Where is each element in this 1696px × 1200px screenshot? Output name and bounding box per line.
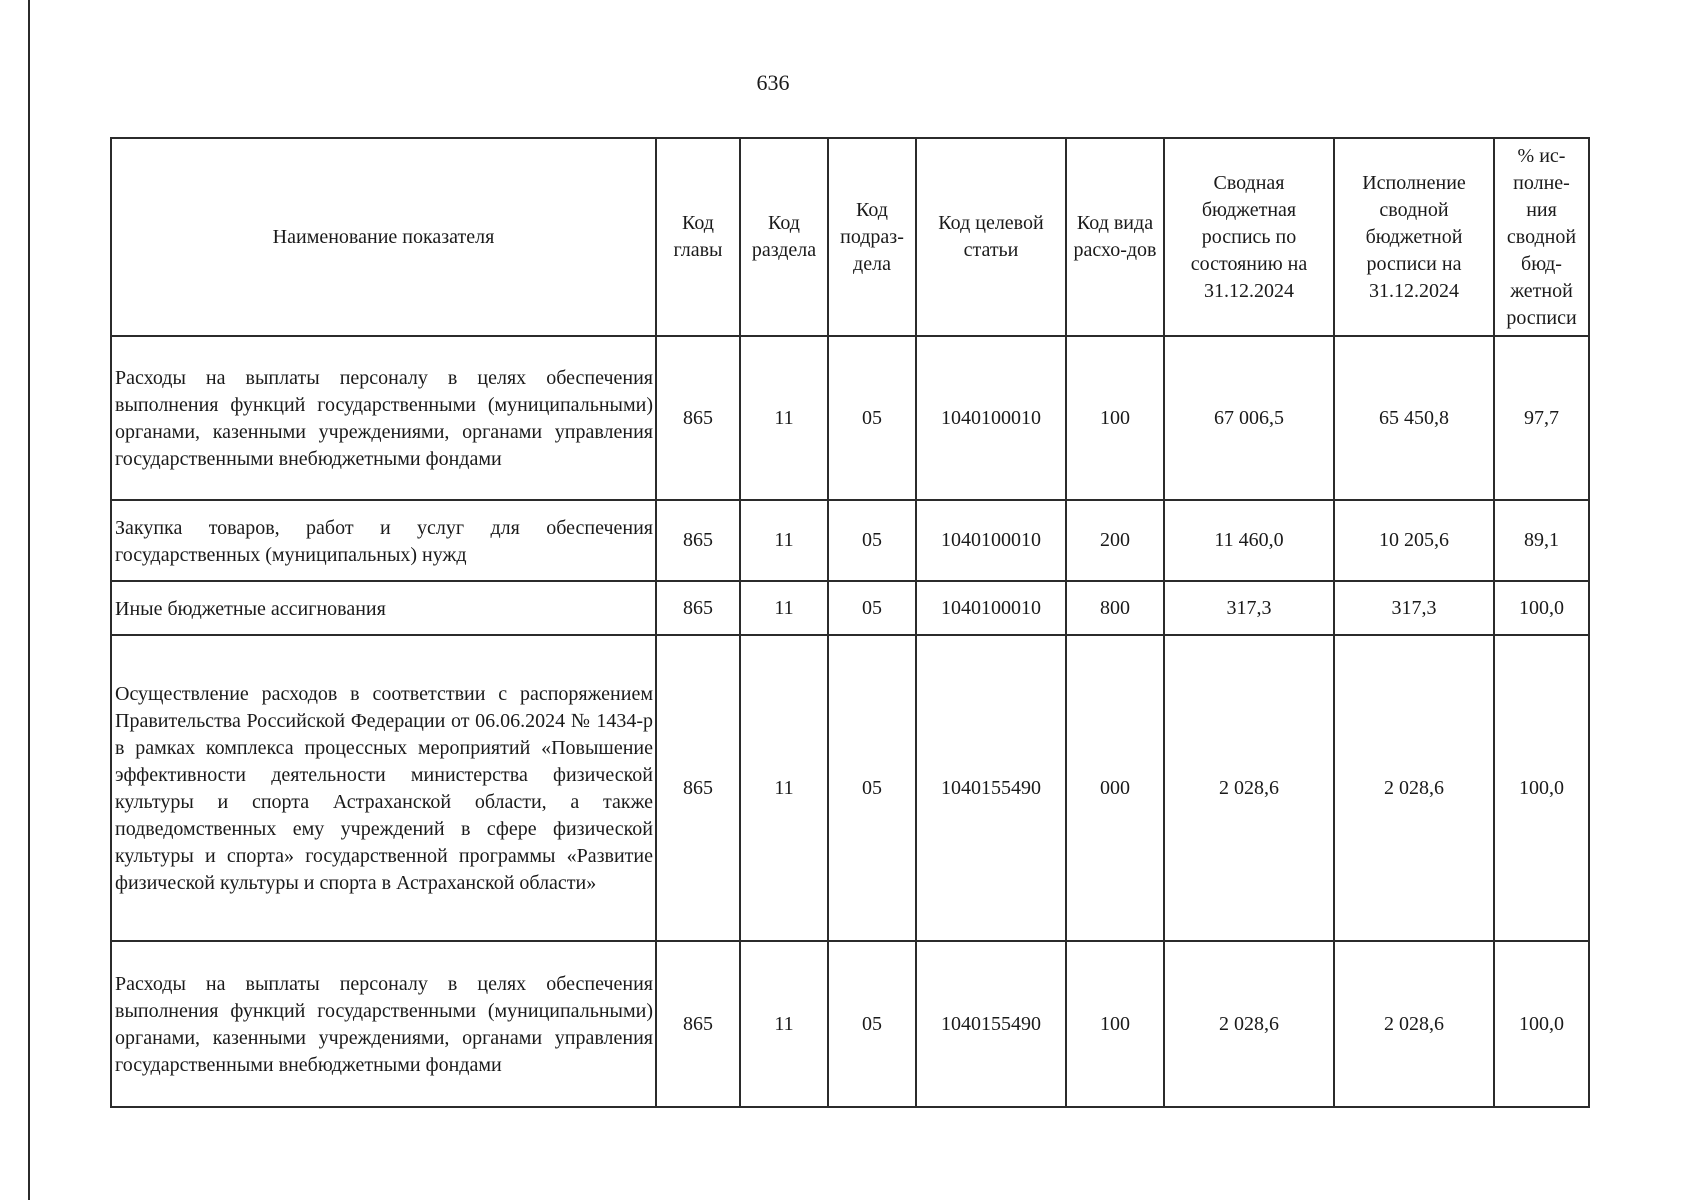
- row-chapter: 865: [656, 500, 740, 581]
- row-name: Расходы на выплаты персоналу в целях обеспечения выполнения функций государственными (муниципальными) органами, казенными учреждениями, органами управления государственными внебюджетными фондами: [111, 941, 656, 1107]
- row-execution: 2 028,6: [1334, 635, 1494, 941]
- row-name: Закупка товаров, работ и услуг для обеспечения государственных (муниципальных) нужд: [111, 500, 656, 581]
- row-chapter: 865: [656, 336, 740, 500]
- row-section: 11: [740, 635, 828, 941]
- table-row: [111, 635, 1589, 941]
- header-section-code: Код раздела: [740, 138, 828, 336]
- budget-table: [110, 137, 1590, 1108]
- header-expense-type-code: Код вида расхо-дов: [1066, 138, 1164, 336]
- table-row: [111, 500, 1589, 581]
- row-chapter: 865: [656, 941, 740, 1107]
- row-section: 11: [740, 941, 828, 1107]
- row-plan: 67 006,5: [1164, 336, 1334, 500]
- row-subsection: 05: [828, 336, 916, 500]
- row-type: 200: [1066, 500, 1164, 581]
- header-chapter-code: Код главы: [656, 138, 740, 336]
- row-name: Расходы на выплаты персоналу в целях обеспечения выполнения функций государственными (муниципальными) органами, казенными учреждениями, органами управления государственными внебюджетными фондами: [111, 336, 656, 500]
- row-type: 100: [1066, 941, 1164, 1107]
- table-row: [111, 581, 1589, 635]
- row-execution: 10 205,6: [1334, 500, 1494, 581]
- row-subsection: 05: [828, 581, 916, 635]
- row-plan: 11 460,0: [1164, 500, 1334, 581]
- header-subsection-code: Код подраз-дела: [828, 138, 916, 336]
- header-percent: % ис-полне-ния сводной бюд-жетной росписи: [1494, 138, 1589, 336]
- row-percent: 100,0: [1494, 635, 1589, 941]
- row-subsection: 05: [828, 635, 916, 941]
- row-percent: 100,0: [1494, 941, 1589, 1107]
- row-execution: 65 450,8: [1334, 336, 1494, 500]
- row-target: 1040100010: [916, 500, 1066, 581]
- row-type: 100: [1066, 336, 1164, 500]
- row-execution: 2 028,6: [1334, 941, 1494, 1107]
- header-row: [111, 138, 1589, 336]
- row-percent: 100,0: [1494, 581, 1589, 635]
- margin-line: [28, 0, 30, 1200]
- header-name: Наименование показателя: [111, 138, 656, 336]
- page-number: 636: [756, 70, 790, 95]
- header-budget-plan: Сводная бюджетная роспись по состоянию на 31.12.2024: [1164, 138, 1334, 336]
- row-name: Осуществление расходов в соответствии с распоряжением Правительства Российской Федерации от 06.06.2024 № 1434-р в рамках комплекса процессных мероприятий «Повышение эффективности деятельности министерства физической культуры и спорта Астраханской области, а также подведомственных ему учреждений в сфере физической культуры и спорта» государственной программы «Развитие физической культуры и спорта в Астраханской области»: [111, 635, 656, 941]
- row-chapter: 865: [656, 581, 740, 635]
- row-type: 000: [1066, 635, 1164, 941]
- row-plan: 2 028,6: [1164, 635, 1334, 941]
- row-subsection: 05: [828, 941, 916, 1107]
- row-chapter: 865: [656, 635, 740, 941]
- row-target: 1040100010: [916, 336, 1066, 500]
- table-body: [111, 336, 1589, 1107]
- row-type: 800: [1066, 581, 1164, 635]
- row-execution: 317,3: [1334, 581, 1494, 635]
- row-plan: 2 028,6: [1164, 941, 1334, 1107]
- row-target: 1040155490: [916, 635, 1066, 941]
- table-row: [111, 336, 1589, 500]
- row-plan: 317,3: [1164, 581, 1334, 635]
- table-row: [111, 941, 1589, 1107]
- row-name: Иные бюджетные ассигнования: [111, 581, 656, 635]
- row-section: 11: [740, 581, 828, 635]
- row-section: 11: [740, 336, 828, 500]
- table-header: [111, 138, 1589, 336]
- row-target: 1040155490: [916, 941, 1066, 1107]
- header-execution: Исполнение сводной бюджетной росписи на 31.12.2024: [1334, 138, 1494, 336]
- row-section: 11: [740, 500, 828, 581]
- row-percent: 89,1: [1494, 500, 1589, 581]
- row-target: 1040100010: [916, 581, 1066, 635]
- header-target-code: Код целевой статьи: [916, 138, 1066, 336]
- row-subsection: 05: [828, 500, 916, 581]
- row-percent: 97,7: [1494, 336, 1589, 500]
